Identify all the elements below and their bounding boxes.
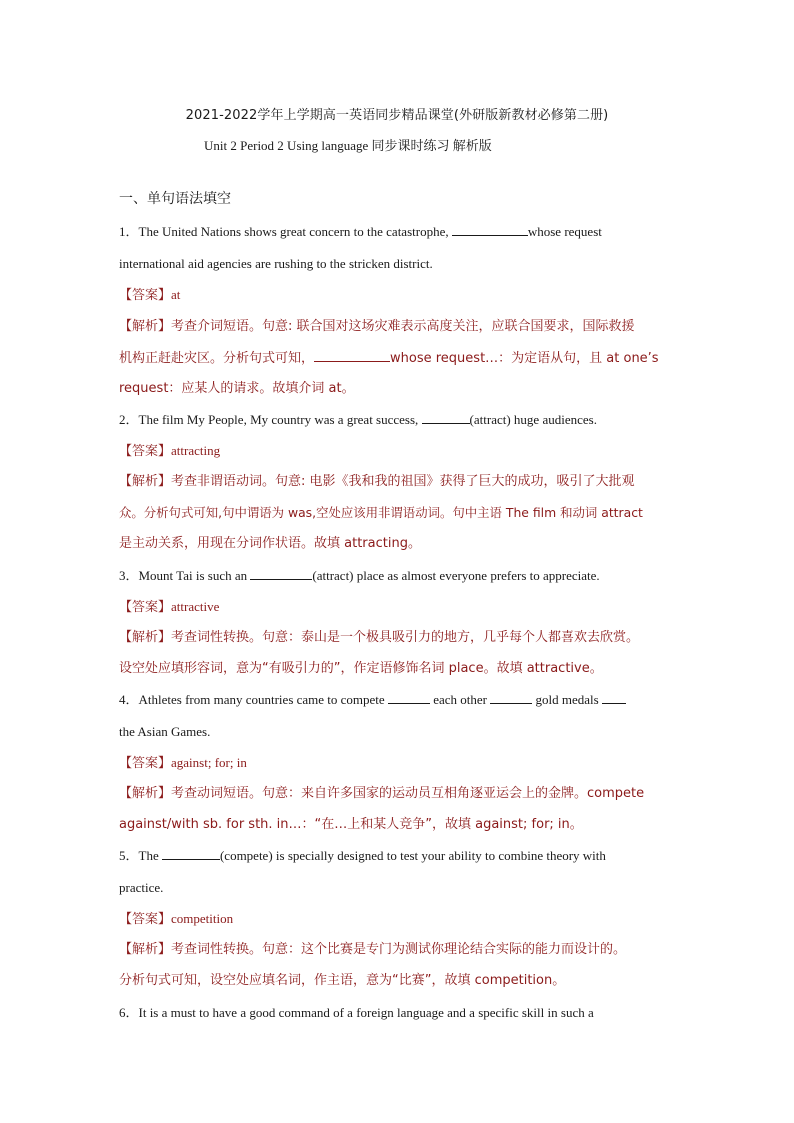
analysis-3: 【解析】考查词性转换。句意：泰山是一个极具吸引力的地方，几乎每个人都喜欢去欣赏。 <box>119 630 640 645</box>
analysis-5: 【解析】考查词性转换。句意：这个比赛是专门为测试你理论结合实际的能力而设计的。 <box>119 942 627 957</box>
answer-5: 【答案】competition <box>119 911 234 927</box>
analysis-2-line3: 是主动关系，用现在分词作状语。故填 attracting。 <box>119 536 421 551</box>
answer-blank <box>162 847 220 860</box>
question-4: 4．Athletes from many countries came to compete each other gold medals <box>119 691 626 709</box>
analysis-3-line2: 设空处应填形容词，意为“有吸引力的”，作定语修饰名词 place。故填 attractive。 <box>119 661 603 676</box>
answer-3: 【答案】attractive <box>119 599 220 615</box>
question-6: 6．It is a must to have a good command of a foreign language and a specific skill in such a <box>119 1005 594 1020</box>
answer-1: 【答案】at <box>119 287 181 303</box>
answer-blank <box>602 691 626 704</box>
answer-blank <box>452 223 528 236</box>
answer-4: 【答案】against; for; in <box>119 755 247 771</box>
answer-blank <box>422 411 470 424</box>
analysis-2: 【解析】考查非谓语动词。句意: 电影《我和我的祖国》获得了巨大的成功，吸引了大批观 <box>119 474 635 489</box>
answer-blank <box>314 349 390 362</box>
answer-blank <box>388 691 430 704</box>
question-4-cont: the Asian Games. <box>119 724 211 739</box>
analysis-1-line2: 机构正赶赴灾区。分析句式可知， whose request…：为定语从句，且 at one’s <box>119 351 659 366</box>
question-1-cont: international aid agencies are rushing to the stricken district. <box>119 256 433 271</box>
analysis-5-line2: 分析句式可知，设空处应填名词，作主语，意为“比赛”，故填 competition。 <box>119 973 566 988</box>
analysis-4-line2: against/with sb. for sth. in…：“在…上和某人竞争”，故填 against; for; in。 <box>119 817 583 832</box>
document-title: 2021-2022学年上学期高一英语同步精品课堂(外研版新教材必修第二册) <box>185 108 609 123</box>
answer-blank <box>250 567 312 580</box>
question-5-cont: practice. <box>119 880 164 895</box>
answer-blank <box>490 691 532 704</box>
question-5: 5．The (compete) is specially designed to test your ability to combine theory with <box>119 848 606 863</box>
question-3: 3．Mount Tai is such an (attract) place as almost everyone prefers to appreciate. <box>119 568 600 583</box>
analysis-1-line3: request：应某人的请求。故填介词 at。 <box>119 381 355 396</box>
answer-2: 【答案】attracting <box>119 443 221 459</box>
section-heading: 一、单句语法填空 <box>119 191 231 207</box>
question-2: 2．The film My People, My country was a great success, (attract) huge audiences. <box>119 412 597 427</box>
document-subtitle: Unit 2 Period 2 Using language 同步课时练习 解析版 <box>204 138 492 153</box>
analysis-4: 【解析】考查动词短语。句意：来自许多国家的运动员互相角逐亚运会上的金牌。compete <box>119 786 645 801</box>
analysis-2-line2: 众。分析句式可知,句中谓语为 was,空处应该用非谓语动词。句中主语 The film 和动词 attract <box>119 505 643 520</box>
analysis-1: 【解析】考查介词短语。句意: 联合国对这场灾难表示高度关注，应联合国要求，国际救援 <box>119 319 635 334</box>
question-1: 1．The United Nations shows great concern to the catastrophe, whose request <box>119 224 602 239</box>
